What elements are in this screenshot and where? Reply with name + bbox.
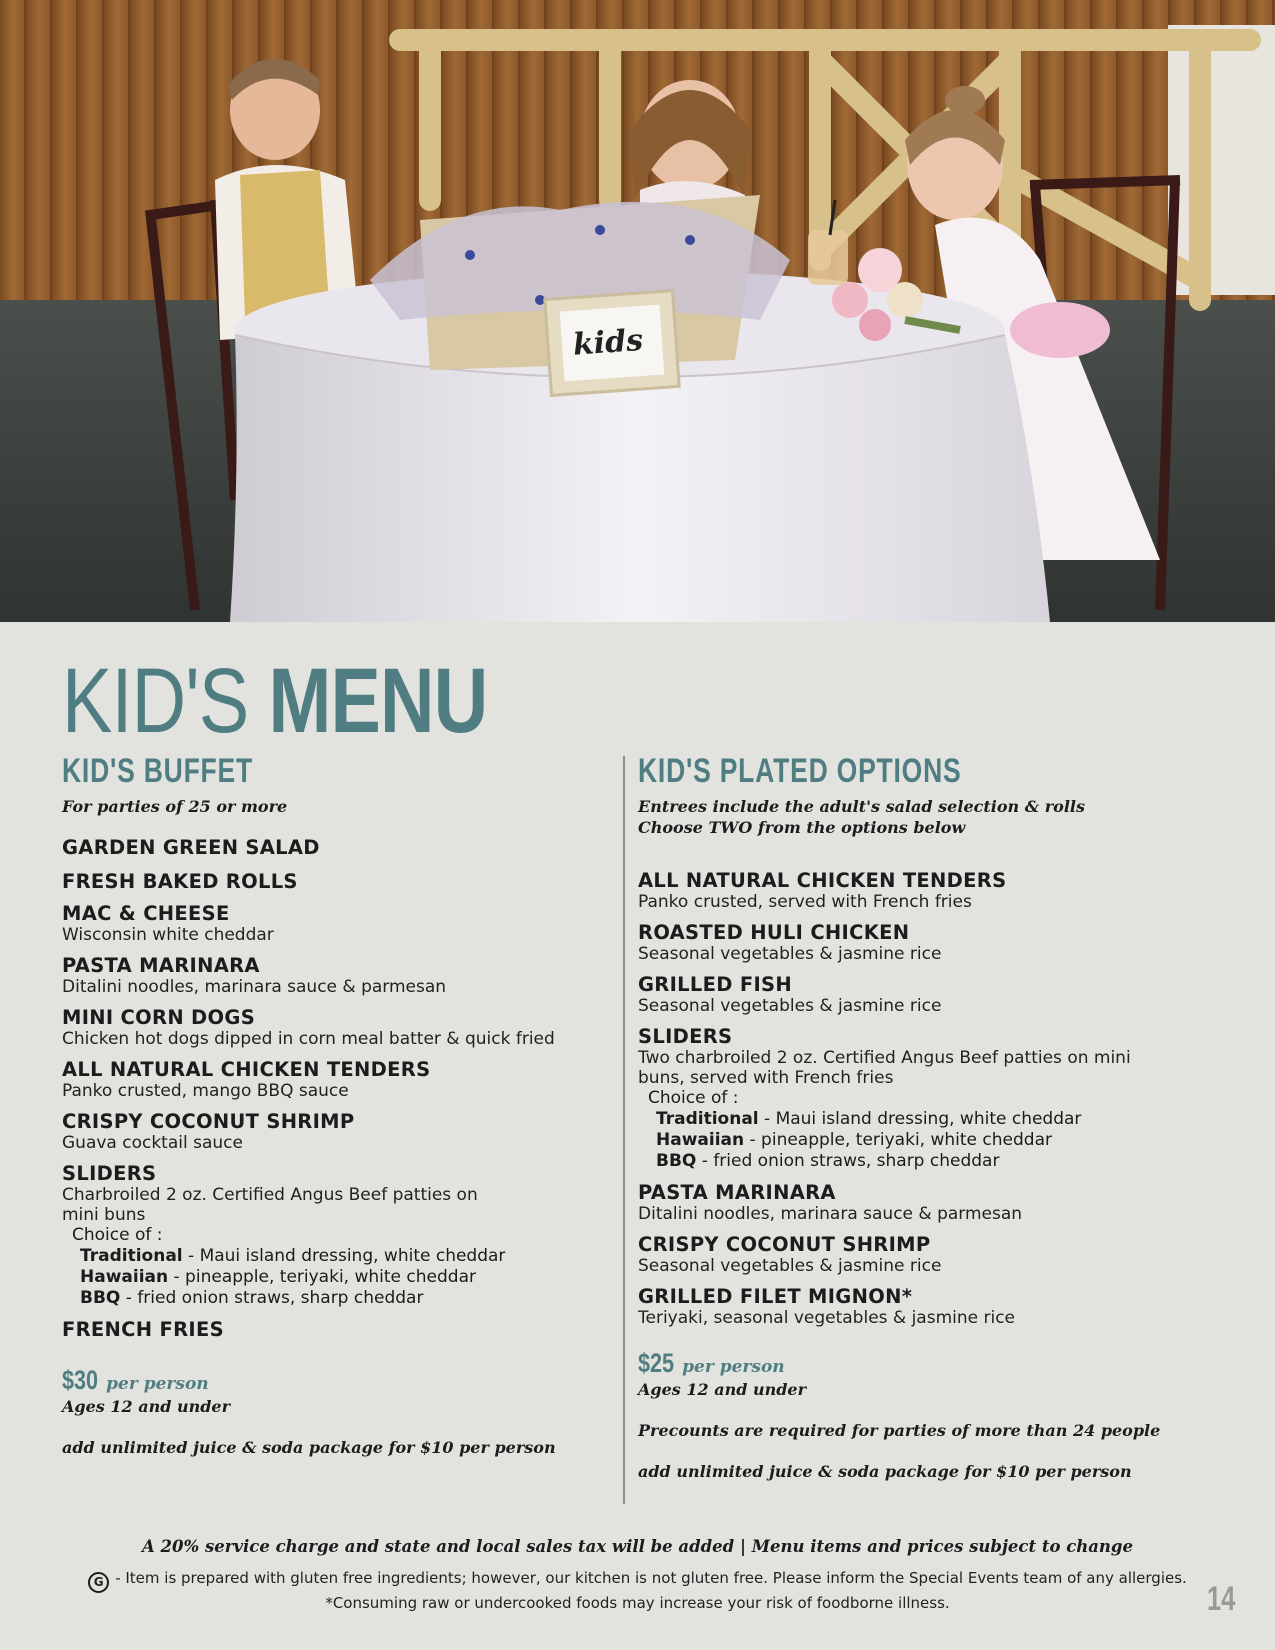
item-name: SLIDERS [638, 1025, 733, 1048]
buffet-addon: add unlimited juice & soda package for $10 per person [62, 1438, 556, 1457]
menu-item [638, 922, 1218, 964]
hero-photo [0, 0, 1275, 622]
kids-sign [545, 291, 679, 396]
menu-item [62, 837, 622, 859]
title-light: KID'S [62, 650, 249, 752]
plated-precounts: Precounts are required for parties of more than 24 people [638, 1421, 1161, 1440]
menu-item [638, 1234, 1218, 1276]
item-desc: Panko crusted, mango BBQ sauce [62, 1081, 349, 1101]
menu-item [62, 955, 622, 997]
item-name: ROASTED HULI CHICKEN [638, 921, 910, 944]
plated-addon: add unlimited juice & soda package for $10 per person [638, 1462, 1132, 1481]
menu-item [62, 871, 622, 893]
option-text: - pineapple, teriyaki, white cheddar [744, 1130, 1052, 1150]
option-text: - pineapple, teriyaki, white cheddar [168, 1267, 476, 1287]
menu-item [638, 974, 1218, 1016]
item-name: FRENCH FRIES [62, 1318, 224, 1341]
item-desc: Two charbroiled 2 oz. Certified Angus Beef patties on mini [638, 1048, 1131, 1068]
option-text: - Maui island dressing, white cheddar [182, 1246, 506, 1266]
option-label: BBQ [80, 1288, 121, 1308]
menu-item [638, 1182, 1218, 1224]
item-desc: Ditalini noodles, marinara sauce & parmesan [638, 1204, 1023, 1224]
menu-item [62, 1319, 622, 1341]
item-name: GRILLED FISH [638, 973, 792, 996]
item-name: MINI CORN DOGS [62, 1006, 256, 1029]
item-desc: Charbroiled 2 oz. Certified Angus Beef patties on [62, 1185, 478, 1205]
item-desc: Guava cocktail sauce [62, 1133, 243, 1153]
menu-item [62, 1059, 622, 1101]
gluten-free-icon: G [88, 1572, 109, 1593]
item-desc: buns, served with French fries [638, 1068, 894, 1088]
item-name: PASTA MARINARA [638, 1181, 836, 1204]
plated-note-1: Entrees include the adult's salad selection & rolls [638, 797, 1085, 816]
slider-option [638, 1109, 1218, 1130]
option-label: Traditional [656, 1109, 759, 1129]
slider-option [638, 1130, 1218, 1151]
option-label: Traditional [80, 1246, 183, 1266]
option-text: - fried onion straws, sharp cheddar [120, 1288, 424, 1308]
item-desc: Seasonal vegetables & jasmine rice [638, 1256, 942, 1276]
column-divider [623, 756, 625, 1504]
menu-item [62, 1111, 622, 1153]
item-name: CRISPY COCONUT SHRIMP [62, 1110, 355, 1133]
item-name: PASTA MARINARA [62, 954, 260, 977]
footer-notes [0, 1568, 1275, 1614]
plated-price: $25 [638, 1348, 675, 1378]
page-title [62, 650, 488, 752]
item-desc: Panko crusted, served with French fries [638, 892, 972, 912]
doorway [1168, 25, 1275, 295]
item-desc: Chicken hot dogs dipped in corn meal batter & quick fried [62, 1029, 555, 1049]
per-person-label: per person [106, 1374, 209, 1394]
option-label: Hawaiian [80, 1267, 169, 1287]
buffet-title: KID'S BUFFET [62, 752, 253, 790]
item-name: GRILLED FILET MIGNON* [638, 1285, 913, 1308]
item-desc: Ditalini noodles, marinara sauce & parmesan [62, 977, 447, 997]
option-label: Hawaiian [656, 1130, 745, 1150]
menu-item-sliders [638, 1026, 1218, 1172]
option-text: - fried onion straws, sharp cheddar [696, 1151, 1000, 1171]
plated-note-2: Choose TWO from the options below [638, 818, 966, 837]
choice-label: Choice of : [648, 1088, 739, 1108]
menu-item [638, 1286, 1218, 1328]
service-charge-note: A 20% service charge and state and local sales tax will be added | Menu items and prices subject to change [142, 1537, 1133, 1556]
gluten-free-note [0, 1568, 1275, 1593]
option-text: - Maui island dressing, white cheddar [758, 1109, 1082, 1129]
buffet-subtitle: For parties of 25 or more [62, 797, 288, 816]
per-person-label: per person [682, 1357, 785, 1377]
item-name: FRESH BAKED ROLLS [62, 870, 298, 893]
kids-table-illustration [0, 0, 1275, 622]
menu-item [62, 1007, 622, 1049]
page-number: 14 [1207, 1580, 1236, 1618]
raw-food-warning: *Consuming raw or undercooked foods may increase your risk of foodborne illness. [325, 1594, 950, 1612]
plated-ages: Ages 12 and under [638, 1380, 807, 1399]
kids-sign-text: kids [571, 322, 645, 363]
kids-plated-section [638, 752, 1218, 1482]
gluten-free-text: - Item is prepared with gluten free ingredients; however, our kitchen is not gluten free. Please inform the Special Events team of any allergies. [115, 1569, 1187, 1587]
item-name: MAC & CHEESE [62, 902, 230, 925]
buffet-price: $30 [62, 1365, 99, 1395]
buffet-price-line [62, 1365, 622, 1396]
item-desc: Seasonal vegetables & jasmine rice [638, 996, 942, 1016]
menu-item-sliders [62, 1163, 622, 1309]
menu-item [62, 903, 622, 945]
item-desc: Teriyaki, seasonal vegetables & jasmine rice [638, 1308, 1016, 1328]
item-desc: Seasonal vegetables & jasmine rice [638, 944, 942, 964]
slider-option [638, 1151, 1218, 1172]
slider-option [62, 1267, 622, 1288]
kids-buffet-section [62, 752, 622, 1458]
buffet-ages: Ages 12 and under [62, 1397, 231, 1416]
slider-option [62, 1246, 622, 1267]
plated-price-line [638, 1348, 1218, 1379]
item-desc: mini buns [62, 1205, 146, 1225]
choice-label: Choice of : [72, 1225, 163, 1245]
title-bold: MENU [268, 650, 488, 752]
plated-title: KID'S PLATED OPTIONS [638, 752, 962, 790]
item-name: ALL NATURAL CHICKEN TENDERS [638, 869, 1007, 892]
item-name: CRISPY COCONUT SHRIMP [638, 1233, 931, 1256]
item-desc: Wisconsin white cheddar [62, 925, 274, 945]
item-name: SLIDERS [62, 1162, 157, 1185]
slider-option [62, 1288, 622, 1309]
item-name: GARDEN GREEN SALAD [62, 836, 320, 859]
option-label: BBQ [656, 1151, 697, 1171]
menu-item [638, 870, 1218, 912]
item-name: ALL NATURAL CHICKEN TENDERS [62, 1058, 431, 1081]
